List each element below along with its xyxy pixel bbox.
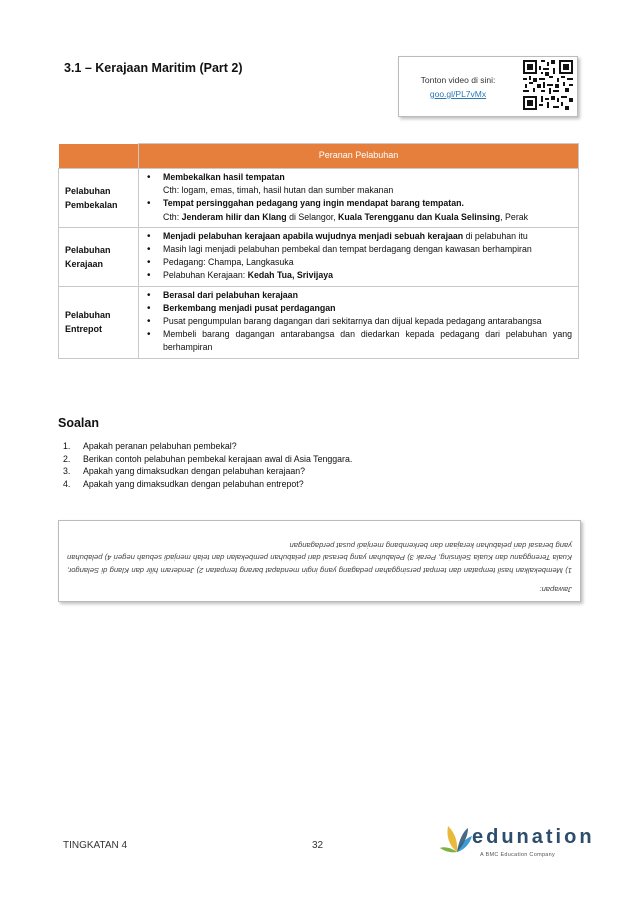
bold-span: Kedah Tua, Srivijaya — [247, 270, 334, 281]
qr-code-icon[interactable] — [523, 60, 573, 110]
row-title-line: Entrepot — [65, 324, 102, 335]
row-title-line: Pembekalan — [65, 199, 118, 210]
ports-role-table — [58, 143, 579, 359]
text-span: di pelabuhan itu — [463, 230, 528, 241]
table-header: Peranan Pelabuhan — [139, 144, 579, 169]
bullet-item — [143, 171, 572, 197]
question-text: Berikan contoh pelabuhan pembekal kerajaan awal di Asia Tenggara. — [83, 453, 353, 464]
logo-tagline: A BMC Education Company — [480, 852, 556, 858]
bullet-item: • Pusat pengumpulan barang dagangan dari sekitarnya dan dijual kepada pedagang antarabangsa — [143, 315, 572, 328]
logo-wordmark: edunation — [472, 826, 595, 848]
section-title: 3.1 – Kerajaan Maritim (Part 2) — [64, 61, 243, 75]
bullet-subtext — [163, 211, 572, 224]
page-number: 32 — [312, 840, 324, 851]
answer-box — [58, 520, 581, 602]
footer-level: TINGKATAN 4 — [63, 840, 128, 851]
bullet-item — [143, 197, 572, 223]
question-number: 3. — [63, 466, 71, 476]
bullet-bold-text: Membekalkan hasil tempatan — [163, 172, 285, 182]
bullet-subtext: Cth: logam, emas, timah, hasil hutan dan sumber makanan — [163, 185, 394, 196]
list-item — [63, 440, 352, 453]
text-span: di Selangor, — [286, 211, 339, 222]
row-content — [139, 227, 579, 286]
bold-span: Jenderam hilir dan Klang — [181, 211, 287, 222]
row-title-line: Pelabuhan — [65, 244, 111, 255]
bullet-item — [143, 289, 572, 302]
table-row — [59, 169, 579, 228]
upside-down-answers — [67, 527, 572, 595]
table-row — [59, 227, 579, 286]
video-callout — [398, 56, 578, 117]
bullet-item — [143, 230, 572, 243]
bold-span: Kuala Terengganu dan Kuala Selinsing — [338, 211, 501, 222]
text-span: Cth: — [163, 211, 182, 222]
edunation-leaf-logo-icon — [440, 822, 474, 854]
video-label: Tonton video di sini: — [420, 75, 496, 85]
list-item — [63, 465, 352, 478]
bold-span: Berasal dari pelabuhan kerajaan — [163, 289, 298, 300]
question-number: 2. — [63, 453, 71, 464]
table-header-blank — [59, 144, 139, 169]
row-content — [139, 169, 579, 228]
row-content — [139, 286, 579, 358]
question-text: Apakah yang dimaksudkan dengan pelabuhan entrepot? — [83, 478, 304, 489]
bullet-item — [143, 302, 572, 315]
answer-text: 1) Membekalkan hasil tempatan dan tempat persinggahan pedagang yang ingin mendapat barang tempatan 2) Jenderam hilir dan Klang di Selangor, Kuala Terengganu dan Kuala Selinsing, Perak 3) Pelabuhan yang berasal dari pelabuhan pembekalan dan telah menjadi sebuah negeri 4) pelabuhan yang berasal dari pelabuhan kerajaan dan berkembang menjadi pusat perdagangan — [67, 541, 572, 575]
question-text: Apakah yang dimaksudkan dengan pelabuhan kerajaan? — [83, 466, 306, 476]
question-text: Apakah peranan pelabuhan pembekal? — [83, 441, 237, 451]
text-span: Pelabuhan Kerajaan: — [163, 270, 248, 281]
list-item — [63, 453, 352, 466]
bold-span: Menjadi pelabuhan kerajaan apabila wujudnya menjadi sebuah kerajaan — [163, 230, 464, 241]
bullet-item — [143, 269, 572, 282]
bullet-item: • Masih lagi menjadi pelabuhan pembekal dan tempat berdagang dengan kawasan berhampiran — [143, 243, 572, 256]
row-title-line: Pelabuhan — [65, 185, 111, 196]
question-number: 4. — [63, 478, 71, 489]
question-number: 1. — [63, 441, 71, 451]
bold-span: Berkembang menjadi pusat perdagangan — [163, 302, 336, 313]
row-title-line: Pelabuhan — [65, 310, 111, 321]
bullet-item: • Membeli barang dagangan antarabangsa dan diedarkan kepada pedagang dari pelabuhan yang berhampiran — [143, 328, 572, 354]
questions-heading: Soalan — [58, 416, 99, 430]
bullet-bold-text: Tempat persinggahan pedagang yang ingin mendapat barang tempatan. — [163, 198, 464, 209]
bullet-item: • Pedagang: Champa, Langkasuka — [143, 256, 572, 269]
row-title-line: Kerajaan — [65, 258, 104, 269]
list-item — [63, 478, 352, 491]
questions-list — [63, 440, 352, 490]
row-title-pembekalan — [59, 169, 139, 228]
row-title-entrepot — [59, 286, 139, 358]
answer-label: Jawapan: — [539, 585, 572, 594]
row-title-kerajaan — [59, 227, 139, 286]
table-row — [59, 286, 579, 358]
text-span: , Perak — [500, 211, 529, 222]
video-link[interactable]: goo.gl/PL7vMx — [429, 89, 487, 99]
